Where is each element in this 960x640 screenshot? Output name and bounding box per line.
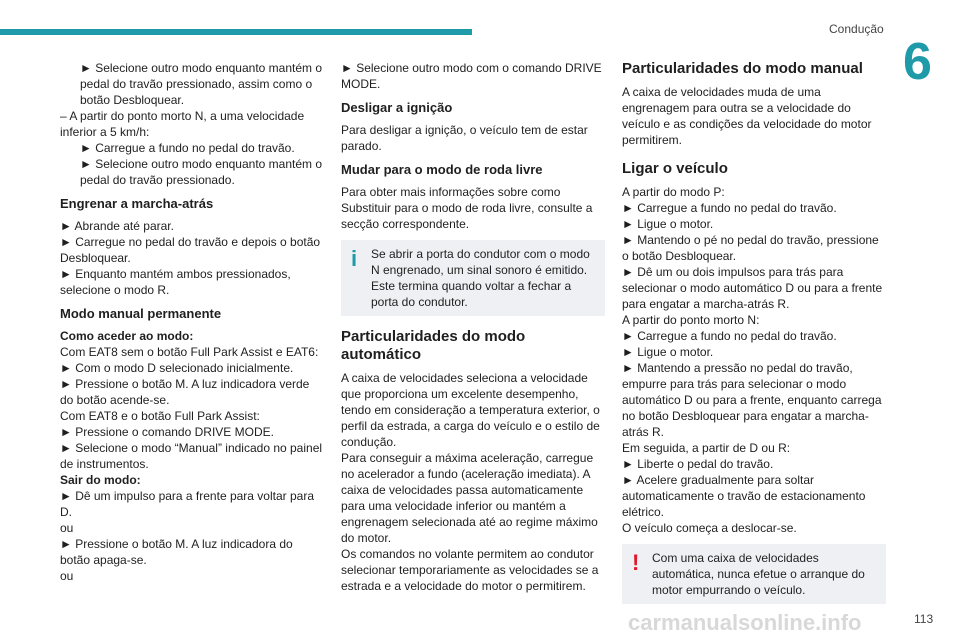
text-block: ► Pressione o comando DRIVE MODE. [60,425,274,439]
chapter-number: 6 [903,33,932,91]
text-block: A caixa de velocidades seleciona a velocidade que proporciona um excelente desempenho, tendo em consideração a temperatura exterior, o perfil da estrada, a carga do veículo e o estilo de condução. [341,371,600,449]
top-accent-bar [0,29,472,35]
page-number: 113 [914,612,934,626]
text-block: ► Ligue o motor. [622,345,714,359]
text-block: Os comandos no volante permitem ao condutor selecionar temporariamente as velocidades se a estrada e a velocidade do motor o permitirem. [341,547,599,593]
heading-manual-particulars: Particularidades do modo manual [622,60,863,77]
heading-start-vehicle: Ligar o veículo [622,160,728,177]
text-block: ► Com o modo D selecionado inicialmente. [60,361,294,375]
text-block: ► Carregue a fundo no pedal do travão. [622,329,837,343]
text-block: ► Carregue no pedal do travão e depois o botão Desbloquear. [60,235,321,265]
text-block: ► Pressione o botão M. A luz indicadora do botão apaga-se. [60,537,293,567]
heading-reverse: Engrenar a marcha-atrás [60,196,214,211]
text-block: ► Acelere gradualmente para soltar automaticamente o travão de estacionamento elétrico. [622,473,866,519]
text-block: Para desligar a ignição, o veículo tem de estar parado. [341,123,588,153]
subheading-exit: Sair do modo: [60,473,141,487]
text-block: A partir do modo P: [622,185,725,199]
text-block: ► Dê um ou dois impulsos para trás para selecionar o modo automático D ou para a frente para engatar a marcha-atrás R. [622,265,883,311]
column-3 [622,60,886,612]
info-box [341,240,605,316]
text-block: Com EAT8 sem o botão Full Park Assist e EAT6: [60,345,319,359]
subheading-access: Como aceder ao modo: [60,329,194,343]
text-block: ► Ligue o motor. [622,217,714,231]
text-block: ► Liberte o pedal do travão. [622,457,774,471]
text-block: ► Abrande até parar. [60,219,174,233]
text-block: ou [60,521,74,535]
heading-freewheel: Mudar para o modo de roda livre [341,162,543,177]
text-block: – A partir do ponto morto N, a uma velocidade inferior a 5 km/h: [60,109,305,139]
text-block: A caixa de velocidades muda de uma engrenagem para outra se a velocidade do veículo e as condições da velocidade do motor permitirem. [622,85,872,147]
column-2 [341,60,605,594]
text-block: ► Selecione outro modo enquanto mantém o pedal do travão pressionado, assim como o botão Desbloquear. [80,61,323,107]
section-title: Condução [829,22,884,36]
watermark: carmanualsonline.info [628,610,862,635]
column-1 [60,60,324,584]
text-block: ► Selecione o modo “Manual” indicado no painel de instrumentos. [60,441,323,471]
heading-ignition: Desligar a ignição [341,100,453,115]
text-block: ► Mantendo a pressão no pedal do travão, empurre para trás para selecionar o modo automático D ou para a frente, enquanto carrega no botão Desbloquear para engatar a marcha-atrás R. [622,361,882,439]
text-block: ou [60,569,74,583]
text-block: A partir do ponto morto N: [622,313,760,327]
text-block: Para conseguir a máxima aceleração, carregue no acelerador a fundo (aceleração imediata). A caixa de velocidades passa automaticamente para uma velocidade inferior ou mantém a engrenagem selecionada até ao regime máximo do motor. [341,451,598,545]
text-block: O veículo começa a deslocar-se. [622,521,797,535]
warning-text: Com uma caixa de velocidades automática, nunca efetue o arranque do motor empurrando o veículo. [652,551,865,597]
text-block: ► Selecione outro modo enquanto mantém o pedal do travão pressionado. [80,157,323,187]
text-block: ► Pressione o botão M. A luz indicadora verde do botão acende-se. [60,377,310,407]
heading-manual-mode: Modo manual permanente [60,306,222,321]
warning-box [622,544,886,604]
text-block: ► Enquanto mantém ambos pressionados, selecione o modo R. [60,267,291,297]
text-block: Com EAT8 e o botão Full Park Assist: [60,409,260,423]
heading-auto-mode: Particularidades do modo automático [341,328,526,363]
warning-icon: ! [632,550,640,575]
text-block: ► Mantendo o pé no pedal do travão, pressione o botão Desbloquear. [622,233,879,263]
text-block: ► Selecione outro modo com o comando DRIVE MODE. [341,61,602,91]
info-text: Se abrir a porta do condutor com o modo N engrenado, um sinal sonoro é emitido. Este termina quando voltar a fechar a porta do condutor. [371,247,590,309]
text-block: ► Carregue a fundo no pedal do travão. [622,201,837,215]
text-block: ► Dê um impulso para a frente para voltar para D. [60,489,314,519]
text-block: Para obter mais informações sobre como Substituir para o modo de roda livre, consulte a secção correspondente. [341,185,593,231]
text-block: Em seguida, a partir de D ou R: [622,441,791,455]
text-block: ► Carregue a fundo no pedal do travão. [80,141,295,155]
info-icon: i [351,246,358,271]
